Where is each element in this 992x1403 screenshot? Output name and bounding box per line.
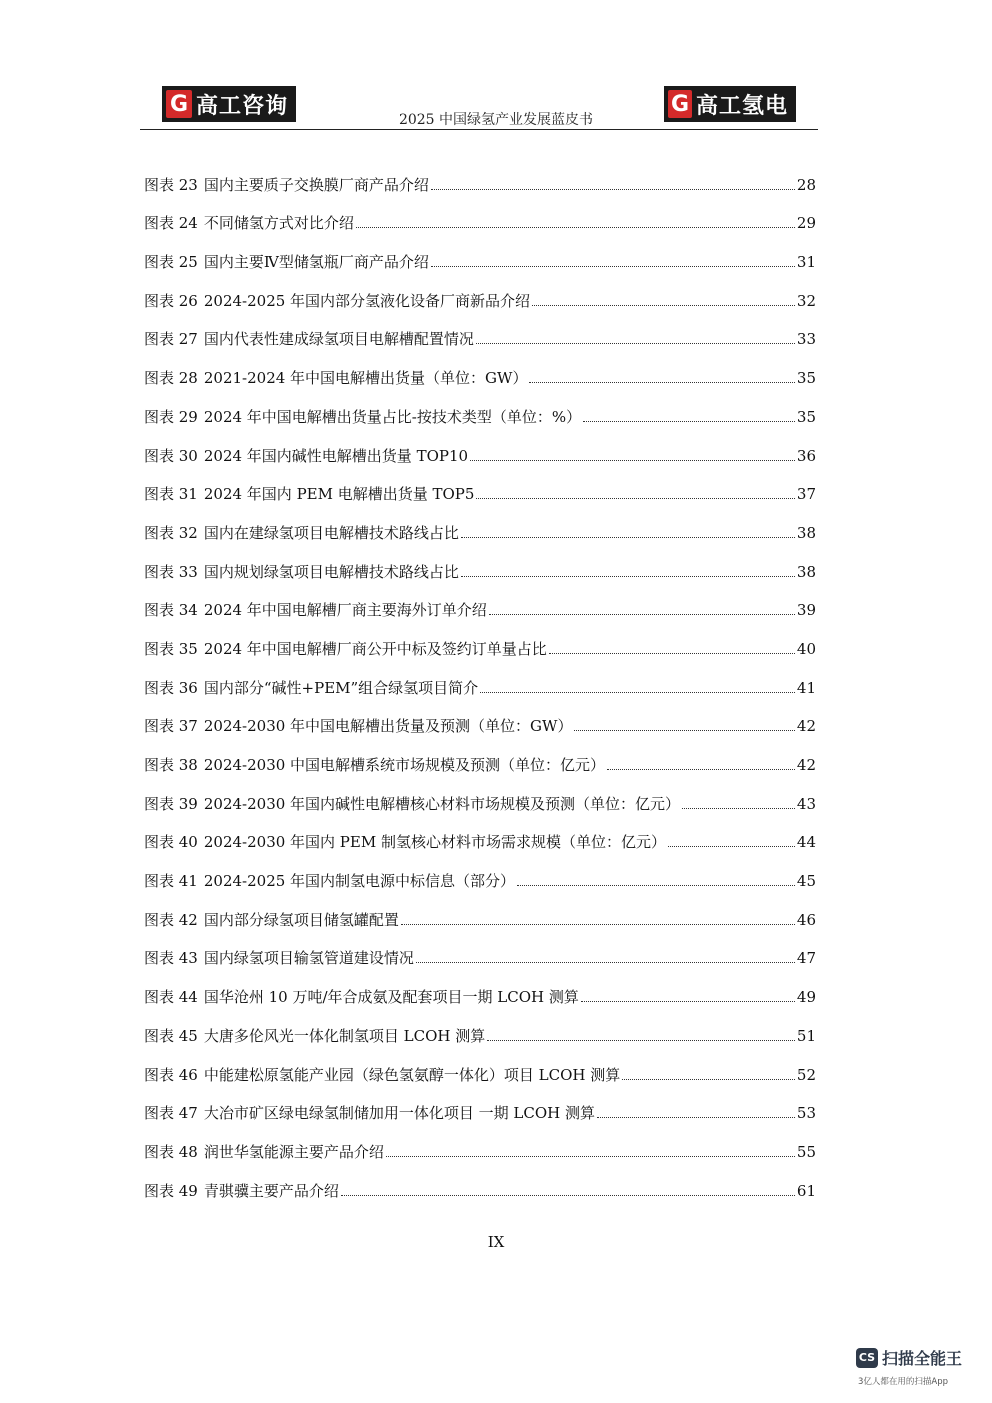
toc-entry[interactable] [144, 736, 816, 775]
dot-leader [470, 460, 795, 461]
figure-page-number: 37 [796, 485, 816, 504]
figure-title: 2021-2024 年中国电解槽出货量（单位：GW） [203, 369, 528, 388]
figure-label: 图表 44 [144, 988, 198, 1007]
toc-entry[interactable] [144, 195, 816, 234]
figure-label: 图表 26 [144, 291, 198, 310]
figure-page-number: 29 [796, 214, 816, 233]
dot-leader [431, 189, 795, 190]
camscanner-icon: CS [856, 1348, 878, 1368]
dot-leader [487, 1040, 795, 1041]
toc-entry[interactable] [144, 233, 816, 272]
figure-label: 图表 33 [144, 562, 198, 581]
dot-leader [416, 962, 795, 963]
dot-leader [476, 498, 794, 499]
figure-label: 图表 39 [144, 794, 198, 813]
figure-title: 国内在建绿氢项目电解槽技术路线占比 [203, 523, 459, 542]
table-of-figures [144, 156, 816, 1201]
figure-title: 2024-2030 年中国电解槽出货量及预测（单位：GW） [203, 717, 573, 736]
toc-entry[interactable] [144, 659, 816, 698]
figure-page-number: 38 [796, 562, 816, 581]
figure-title: 国内规划绿氢项目电解槽技术路线占比 [203, 562, 459, 581]
toc-entry[interactable] [144, 1085, 816, 1124]
dot-leader [532, 305, 795, 306]
document-title: 2025 中国绿氢产业发展蓝皮书 [398, 112, 594, 128]
figure-title: 国内主要Ⅳ型储氢瓶厂商产品介绍 [203, 253, 429, 272]
toc-entry[interactable] [144, 775, 816, 814]
figure-title: 2024-2025 年国内制氢电源中标信息（部分） [203, 872, 516, 891]
toc-entry[interactable] [144, 1046, 816, 1085]
figure-title: 不同储氢方式对比介绍 [203, 214, 354, 233]
logo-g-mark: G [668, 90, 692, 118]
figure-title: 润世华氢能源主要产品介绍 [203, 1142, 384, 1161]
scanner-watermark [856, 1346, 962, 1369]
figure-label: 图表 43 [144, 949, 198, 968]
figure-page-number: 53 [796, 1104, 816, 1123]
dot-leader [461, 576, 795, 577]
figure-title: 国内绿氢项目输氢管道建设情况 [203, 949, 414, 968]
toc-entry[interactable] [144, 388, 816, 427]
figure-page-number: 36 [796, 446, 816, 465]
figure-label: 图表 36 [144, 678, 198, 697]
figure-title: 2024 年中国电解槽厂商公开中标及签约订单量占比 [203, 639, 547, 658]
figure-label: 图表 24 [144, 214, 198, 233]
figure-title: 2024 年中国电解槽厂商主要海外订单介绍 [203, 601, 487, 620]
dot-leader [529, 382, 794, 383]
toc-entry[interactable] [144, 582, 816, 621]
toc-entry[interactable] [144, 891, 816, 930]
toc-entry[interactable] [144, 968, 816, 1007]
figure-label: 图表 28 [144, 369, 198, 388]
toc-entry[interactable] [144, 1007, 816, 1046]
figure-title: 2024-2030 年国内 PEM 制氢核心材料市场需求规模（单位：亿元） [203, 833, 666, 852]
figure-title: 大冶市矿区绿电绿氢制储加用一体化项目 一期 LCOH 测算 [203, 1104, 595, 1123]
figure-title: 国内主要质子交换膜厂商产品介绍 [203, 175, 429, 194]
figure-page-number: 47 [796, 949, 816, 968]
figure-page-number: 55 [796, 1142, 816, 1161]
figure-label: 图表 41 [144, 872, 198, 891]
logo-text: 高工氢电 [695, 93, 788, 119]
figure-page-number: 45 [796, 872, 816, 891]
figure-page-number: 35 [796, 407, 816, 426]
figure-page-number: 38 [796, 523, 816, 542]
dot-leader [597, 1117, 795, 1118]
figure-page-number: 33 [796, 330, 816, 349]
toc-entry[interactable] [144, 698, 816, 737]
dot-leader [476, 343, 795, 344]
figure-page-number: 35 [796, 369, 816, 388]
figure-title: 2024 年中国电解槽出货量占比-按技术类型（单位：%） [203, 407, 582, 426]
toc-entry[interactable] [144, 272, 816, 311]
toc-entry[interactable] [144, 156, 816, 195]
figure-label: 图表 29 [144, 407, 198, 426]
figure-page-number: 46 [796, 910, 816, 929]
figure-page-number: 40 [796, 639, 816, 658]
dot-leader [461, 537, 795, 538]
figure-title: 2024-2030 年国内碱性电解槽核心材料市场规模及预测（单位：亿元） [203, 794, 681, 813]
figure-page-number: 32 [796, 291, 816, 310]
dot-leader [668, 846, 795, 847]
toc-entry[interactable] [144, 543, 816, 582]
figure-label: 图表 40 [144, 833, 198, 852]
figure-title: 青骐骥主要产品介绍 [203, 1181, 339, 1200]
figure-label: 图表 30 [144, 446, 198, 465]
toc-entry[interactable] [144, 814, 816, 853]
dot-leader [517, 885, 795, 886]
toc-entry[interactable] [144, 1162, 816, 1201]
figure-page-number: 43 [796, 794, 816, 813]
figure-title: 国华沧州 10 万吨/年合成氨及配套项目一期 LCOH 测算 [203, 988, 579, 1007]
logo-text: 高工咨询 [195, 93, 288, 119]
figure-label: 图表 49 [144, 1181, 198, 1200]
dot-leader [581, 1001, 795, 1002]
figure-label: 图表 48 [144, 1142, 198, 1161]
figure-page-number: 31 [796, 253, 816, 272]
dot-leader [489, 614, 795, 615]
toc-entry[interactable] [144, 1123, 816, 1162]
figure-label: 图表 25 [144, 253, 198, 272]
figure-page-number: 61 [796, 1181, 816, 1200]
dot-leader [401, 924, 795, 925]
dot-leader [341, 1195, 795, 1196]
dot-leader [682, 808, 795, 809]
figure-label: 图表 27 [144, 330, 198, 349]
figure-label: 图表 32 [144, 523, 198, 542]
logo-g-mark: G [166, 90, 192, 118]
figure-page-number: 49 [796, 988, 816, 1007]
dot-leader [356, 227, 795, 228]
toc-entry[interactable] [144, 349, 816, 388]
figure-page-number: 41 [796, 678, 816, 697]
figure-page-number: 52 [796, 1065, 816, 1084]
watermark-name: 扫描全能王 [882, 1349, 963, 1368]
toc-entry[interactable] [144, 311, 816, 350]
figure-page-number: 51 [796, 1026, 816, 1045]
figure-title: 国内部分“碱性+PEM”组合绿氢项目简介 [203, 678, 479, 697]
figure-page-number: 42 [796, 756, 816, 774]
figure-title: 国内部分绿氢项目储氢罐配置 [203, 910, 399, 929]
toc-entry[interactable] [144, 504, 816, 543]
toc-entry[interactable] [144, 427, 816, 466]
figure-label: 图表 45 [144, 1026, 198, 1045]
toc-entry[interactable] [144, 620, 816, 659]
header-divider [140, 129, 818, 130]
figure-label: 图表 31 [144, 485, 198, 504]
toc-entry[interactable] [144, 852, 816, 891]
figure-title: 2024 年国内碱性电解槽出货量 TOP10 [203, 446, 469, 465]
dot-leader [574, 730, 794, 731]
dot-leader [480, 692, 795, 693]
figure-label: 图表 23 [144, 175, 198, 194]
figure-label: 图表 37 [144, 717, 198, 736]
figure-title: 中能建松原氢能产业园（绿色氢氨醇一体化）项目 LCOH 测算 [203, 1065, 621, 1084]
watermark-tagline: 3亿人都在用的扫描App [858, 1377, 949, 1387]
figure-title: 2024-2030 中国电解槽系统市场规模及预测（单位：亿元） [203, 756, 606, 774]
toc-entry[interactable] [144, 930, 816, 969]
figure-page-number: 42 [796, 717, 816, 736]
figure-title: 2024 年国内 PEM 电解槽出货量 TOP5 [203, 485, 475, 504]
dot-leader [549, 653, 795, 654]
page-number: IX [487, 1233, 505, 1251]
dot-leader [583, 421, 795, 422]
figure-label: 图表 34 [144, 601, 198, 620]
figure-page-number: 44 [796, 833, 816, 852]
dot-leader [431, 266, 795, 267]
figure-title: 国内代表性建成绿氢项目电解槽配置情况 [203, 330, 474, 349]
dot-leader [622, 1079, 795, 1080]
figure-label: 图表 46 [144, 1065, 198, 1084]
figure-label: 图表 35 [144, 639, 198, 658]
figure-label: 图表 38 [144, 756, 198, 774]
figure-page-number: 28 [796, 175, 816, 194]
figure-title: 大唐多伦风光一体化制氢项目 LCOH 测算 [203, 1026, 486, 1045]
figure-page-number: 39 [796, 601, 816, 620]
logo-gaogong-hydrogen [664, 86, 796, 122]
toc-entry[interactable] [144, 466, 816, 505]
dot-leader [607, 769, 795, 770]
figure-label: 图表 42 [144, 910, 198, 929]
figure-title: 2024-2025 年国内部分氢液化设备厂商新品介绍 [203, 291, 531, 310]
dot-leader [386, 1156, 795, 1157]
figure-label: 图表 47 [144, 1104, 198, 1123]
